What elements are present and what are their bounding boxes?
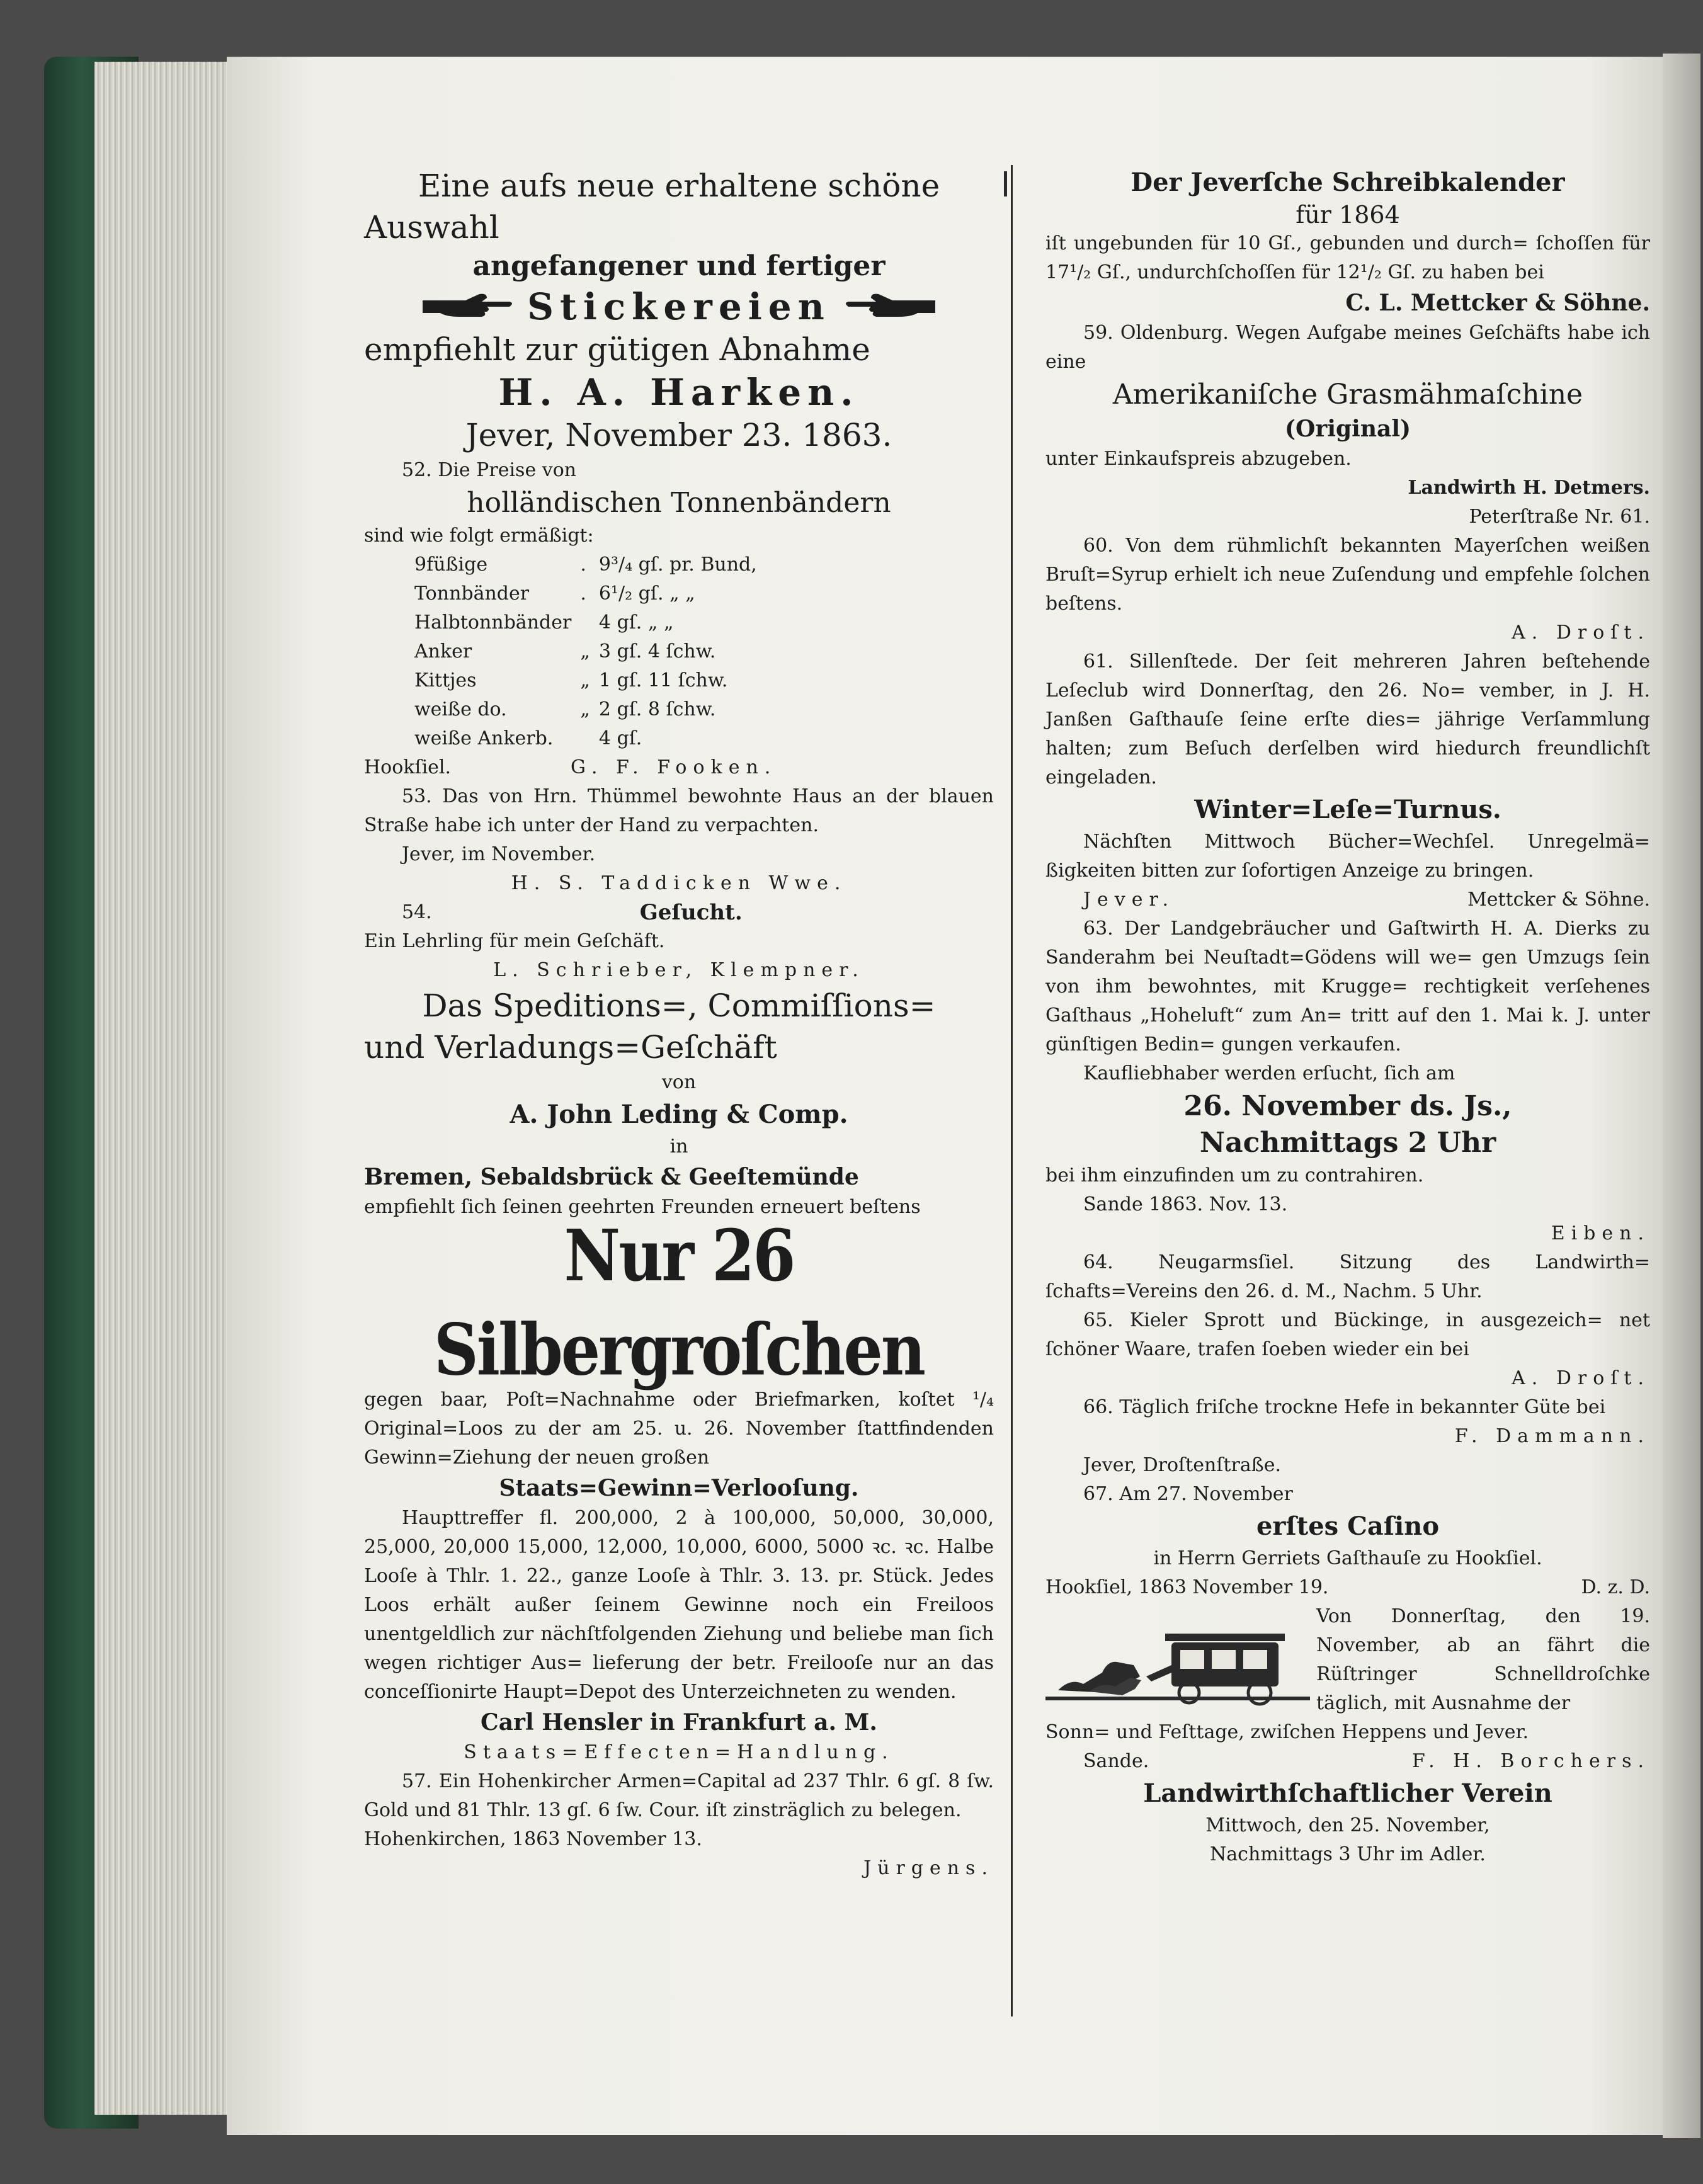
notice-verein (1045, 1776, 1650, 1869)
table-row (414, 579, 766, 608)
firm-name: Carl Hensler in Frankfurt a. M. (481, 1709, 877, 1736)
notice-text: 66. Täglich friſche trockne Hefe in bekannter Güte bei (1083, 1396, 1606, 1418)
notice-place-date: Sande 1863. Nov. 13. (1083, 1193, 1288, 1215)
ad-cities: Bremen, Sebaldsbrück & Geeſtemünde (364, 1164, 859, 1190)
notice-54 (364, 898, 994, 985)
notice-place: Sande. (1083, 1750, 1149, 1772)
notice-place: Jever. (1083, 889, 1175, 911)
price-item: Anker (414, 640, 472, 663)
notice-signature: Mettcker & Söhne. (1467, 889, 1650, 911)
notice-winter-lese-turnus (1045, 792, 1650, 914)
notice-text: 60. Von dem rühmlichſt bekannten Mayerſchen weißen Bruſt=Syrup erhielt ich neue Zuſendung und empfehle ſolchen beſtens. (1045, 535, 1650, 615)
ad-heading: Der Jeverſche Schreibkalender (1131, 168, 1565, 197)
ad-lottery (364, 1214, 994, 1767)
notice-text: bei ihm einzufinden um zu contrahiren. (1045, 1164, 1424, 1186)
notice-67 (1045, 1480, 1650, 1602)
notice-heading: Geſucht. (639, 900, 743, 925)
ad-line: angefangener und fertiger (472, 250, 886, 282)
notice-64 (1045, 1248, 1650, 1306)
price-value: 9³/₄ gſ. pr. Bund, (598, 554, 757, 576)
price-sep: „ (580, 669, 590, 691)
ad-embroidery (364, 165, 994, 456)
notice-place-date: Hookſiel, 1863 November 19. (1045, 1576, 1329, 1598)
price-sep: . (580, 554, 586, 576)
notice-number: 54. (402, 901, 432, 923)
price-item: 9füßige (414, 554, 488, 576)
notice-text: in Herrn Gerriets Gaſthauſe zu Hookſiel. (1153, 1547, 1542, 1569)
merchant-name: H. A. Harken. (498, 371, 860, 414)
notice-coach (1045, 1602, 1650, 1776)
coach-row (1045, 1602, 1650, 1718)
notice-lead: 52. Die Preise von (402, 459, 577, 481)
notice-text: 63. Der Landgebräucher und Gaſtwirth H. A. Dierks zu Sanderahm bei Neuſtadt=Gödens will we= gen Umzugs ſein von ihm bewohntes, mit Krugge= rechtigkeit verſehenes Gaſthaus „Hoheluft“ zum An= tritt auf den 1. Mai k. J. unter günſtigen Bedin= gungen verkaufen. (1045, 918, 1650, 1055)
notice-place: Jever, Droſtenſtraße. (1083, 1454, 1282, 1476)
notice-line: Mittwoch, den 25. November, (1205, 1814, 1490, 1836)
notice-57 (364, 1767, 994, 1883)
notice-intro: sind wie folgt ermäßigt: (364, 525, 594, 547)
table-row (414, 695, 766, 724)
notice-signature: F. H. Borchers. (1411, 1750, 1650, 1772)
notice-text: Sonn= und Feſttage, zwiſchen Heppens und Jever. (1045, 1721, 1529, 1743)
signature-row (1045, 1573, 1650, 1602)
price-value: 3 gſ. 4 ſchw. (598, 640, 716, 663)
price-value: 4 gſ. „ „ (598, 611, 674, 634)
ad-line: für 1864 (1296, 201, 1400, 229)
notice-heading-row (364, 898, 994, 927)
price-item: weiße do. (414, 698, 507, 720)
notice-text: 53. Das von Hrn. Thümmel bewohnte Haus an der blauen Straße habe ich unter der Hand zu verpachten. (364, 785, 994, 836)
table-row (414, 550, 766, 579)
table-row (414, 608, 766, 637)
notice-time: Nachmittags 2 Uhr (1199, 1127, 1496, 1159)
ad-text: iſt ungebunden für 10 Gſ., gebunden und durch= ſchoſſen für 17¹/₂ Gſ., undurchſchoſſen für 12¹/₂ Gſ. zu haben bei (1045, 232, 1650, 283)
firm-name: A. John Leding & Comp. (510, 1100, 848, 1129)
ad-line: von (661, 1071, 697, 1093)
notice-place-date: Hohenkirchen, 1863 November 13. (364, 1828, 702, 1850)
notice-signature: Jürgens. (863, 1857, 994, 1879)
notice-place: Hookſiel. (364, 756, 452, 778)
product-row (364, 285, 994, 329)
price-sep (580, 724, 599, 753)
notice-line: Nachmittags 3 Uhr im Adler. (1210, 1843, 1486, 1865)
ad-text: empfiehlt ſich ſeinen geehrten Freunden erneuert beſtens (364, 1196, 921, 1218)
notice-signature: L. Schrieber, Klempner. (493, 959, 865, 981)
notice-address: Peterſtraße Nr. 61. (1469, 506, 1650, 528)
ad-shipping (364, 985, 994, 1222)
notice-signature: D. z. D. (1581, 1576, 1650, 1598)
table-row (414, 637, 766, 666)
notice-text: 64. Neugarmsſiel. Sitzung des Landwirth= ſchafts=Vereins den 26. d. M., Nachm. 5 Uhr. (1045, 1251, 1650, 1302)
ad-line: Auswahl (364, 209, 499, 246)
ad-line: und Verladungs=Geſchäft (364, 1029, 777, 1066)
notice-heading: Landwirthſchaftlicher Verein (1143, 1778, 1552, 1808)
pointing-hand-left-icon (842, 292, 937, 322)
ad-calendar (1045, 165, 1650, 319)
notice-text: Von Donnerſtag, den 19. November, ab an fährt die Rüſtringer Schnelldroſchke täglich, mit Ausnahme der (1316, 1605, 1650, 1714)
notice-66 (1045, 1393, 1650, 1480)
notice-signature: Landwirth H. Detmers. (1408, 477, 1650, 499)
price-item: Halbtonnbänder (414, 611, 572, 634)
price-value: 2 gſ. 8 ſchw. (598, 698, 716, 720)
pointing-hand-right-icon (421, 292, 516, 322)
notice-signature: F. Dammann. (1454, 1425, 1650, 1447)
notice-52 (364, 456, 994, 782)
notice-heading: holländischen Tonnenbändern (467, 487, 891, 519)
signature-row (364, 753, 994, 782)
notice-text: 59. Oldenburg. Wegen Aufgabe meines Geſchäfts habe ich eine (1045, 322, 1650, 373)
price-value: 6¹/₂ gſ. „ „ (598, 583, 695, 605)
price-item: weiße Ankerb. (414, 727, 554, 749)
place-date: Jever, November 23. 1863. (465, 417, 892, 453)
notice-text: unter Einkaufspreis abzugeben. (1045, 448, 1352, 470)
price-value: 1 gſ. 11 ſchw. (598, 669, 728, 691)
notice-signature: G. F. Fooken. (571, 756, 777, 778)
notice-text: 61. Sillenſtede. Der ſeit mehreren Jahren beſtehende Leſeclub wird Donnerſtag, den 26. No= vember, in J. H. Janßen Gaſthauſe ſeine erſte dies= jährige Verſammlung halten; zum Beſuch derſelben wird hiedurch freundlichſt eingeladen. (1045, 651, 1650, 788)
notice-heading: erſtes Caſino (1256, 1511, 1440, 1541)
notice-59 (1045, 319, 1650, 532)
ad-line: in (669, 1135, 688, 1157)
notice-text: 65. Kieler Sprott und Bückinge, in ausgezeich= net ſchöner Waare, trafen ſoeben wieder ein bei (1045, 1309, 1650, 1360)
right-page-edge (1663, 54, 1700, 2138)
notice-61 (1045, 647, 1650, 792)
column-rule (1011, 165, 1013, 2016)
price-sep: . (580, 583, 586, 605)
price-sep: „ (580, 698, 590, 720)
right-column (1045, 165, 1650, 1869)
notice-heading: Amerikaniſche Grasmähmaſchine (1112, 378, 1583, 411)
ad-text: Haupttreffer fl. 200,000, 2 à 100,000, 50,000, 30,000, 25,000, 20,000 15,000, 12,000, 10,000, 6000, 5000 ꝛc. ꝛc. Halbe Looſe à Thlr. 1. 22., ganze Looſe à Thlr. 3. 13. pr. Stück. Jedes Loos erhält außer ſeinem Gewinne noch ein Freiloos unentgeldlich zur nächſtfolgenden Ziehung und beliebe man ſich wegen richtiger Aus= lieferung der betr. Freilooſe nur an das conceſſionirte Haupt=Depot des Unterzeichneten zu wenden. (364, 1507, 994, 1703)
notice-subheading: (Original) (1284, 416, 1411, 442)
notice-65 (1045, 1306, 1650, 1393)
firm-name: C. L. Mettcker & Söhne. (1345, 290, 1650, 316)
signature-row (1045, 885, 1650, 914)
product-name: Stickereien (527, 285, 831, 328)
ad-heading: Staats=Gewinn=Verlooſung. (499, 1475, 859, 1501)
ad-subtitle: Staats=Effecten=Handlung. (464, 1741, 894, 1763)
ad-line: Eine aufs neue erhaltene schöne (418, 168, 940, 204)
notice-signature: Eiben. (1551, 1222, 1650, 1244)
notice-text: 57. Ein Hohenkircher Armen=Capital ad 237 Thlr. 6 gſ. 8 ſw. Gold und 81 Thlr. 13 gſ. 6 ſw. Cour. iſt zinsträglich zu belegen. (364, 1770, 994, 1821)
price-table (414, 550, 766, 753)
notice-signature: A. Droſt. (1512, 1367, 1650, 1389)
notice-heading: Winter=Leſe=Turnus. (1194, 795, 1501, 824)
notice-text: Nächſten Mittwoch Bücher=Wechſel. Unregelmä= ßigkeiten bitten zur ſofortigen Anzeige zu bringen. (1045, 831, 1650, 882)
notice-text: Ein Lehrling für mein Geſchäft. (364, 930, 665, 952)
price-value: 4 gſ. (598, 727, 642, 749)
price-sep: „ (580, 640, 590, 663)
price-sep (580, 608, 599, 637)
ad-text: gegen baar, Poſt=Nachnahme oder Briefmarken, koſtet ¹/₄ Original=Loos zu der am 25. u. 26. November ſtattfindenden Gewinn=Ziehung der neuen großen (364, 1389, 994, 1469)
left-column (364, 165, 994, 1883)
price-item: Tonnbänder (414, 583, 530, 605)
ad-headline: Nur 26 Silbergroſchen (434, 1214, 924, 1392)
notice-lead: 67. Am 27. November (1083, 1483, 1293, 1505)
notice-63 (1045, 914, 1650, 1248)
notice-60 (1045, 532, 1650, 647)
notice-date: 26. November ds. Js., (1183, 1090, 1512, 1122)
ad-line: empfiehlt zur gütigen Abnahme (364, 331, 870, 368)
signature-row (1045, 1747, 1650, 1776)
price-item: Kittjes (414, 669, 477, 691)
column-rule-tick (1004, 171, 1007, 196)
notice-53 (364, 782, 994, 898)
table-row (414, 666, 766, 695)
notice-signature: A. Droſt. (1512, 622, 1650, 644)
ad-line: Das Speditions=, Commiſſions= (422, 987, 936, 1024)
notice-text: Kaufliebhaber werden erſucht, ſich am (1083, 1062, 1455, 1084)
notice-signature: H. S. Taddicken Wwe. (511, 872, 847, 894)
table-row (414, 724, 766, 753)
horse-coach-icon (1045, 1602, 1310, 1709)
notice-place: Jever, im November. (402, 843, 596, 865)
